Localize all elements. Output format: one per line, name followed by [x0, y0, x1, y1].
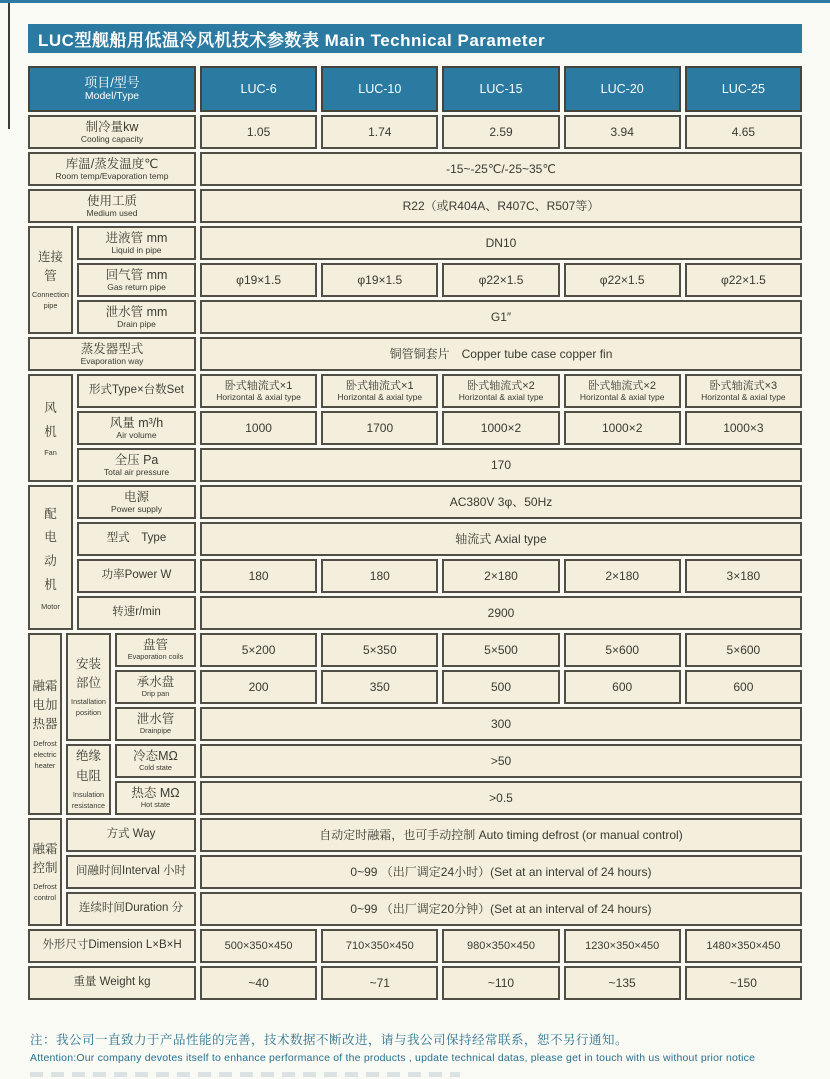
- cell-gas-pipe-luc6: φ19×1.5: [200, 263, 317, 297]
- group-connection-pipe: [28, 226, 73, 334]
- cell-way: 自动定时融霜，也可手动控制 Auto timing defrost (or manual control): [200, 818, 802, 852]
- value-zh: 卧式轴流式×2: [467, 379, 535, 392]
- row-label-medium: [28, 189, 196, 223]
- row-label-evap-way: [28, 337, 196, 371]
- cell-power-luc25: 3×180: [685, 559, 802, 593]
- cell-cooling-luc10: 1.74: [321, 115, 438, 149]
- cell-weight-luc15: ~110: [442, 966, 559, 1000]
- cell-cooling-luc6: 1.05: [200, 115, 317, 149]
- header-model-luc-10: LUC-10: [321, 66, 438, 112]
- header-model-type: [28, 66, 196, 112]
- label: 重量 Weight kg: [73, 976, 151, 989]
- cutoff-text-artifact: [30, 1072, 460, 1077]
- cell-fan-type-luc15: [442, 374, 559, 408]
- row-label-cooling: [28, 115, 196, 149]
- row-label-drip-pan: [115, 670, 196, 704]
- cell-air-volume-luc15: 1000×2: [442, 411, 559, 445]
- footer-note-zh: 注：我公司一直致力于产品性能的完善，技术数据不断改进，请与我公司保持经常联系，恕不另行通知。: [30, 1033, 629, 1047]
- cell-air-volume-luc10: 1700: [321, 411, 438, 445]
- subgroup-en: Installation position: [71, 697, 106, 718]
- header-model-luc-15: LUC-15: [442, 66, 559, 112]
- cell-drip-pan-luc15: 500: [442, 670, 559, 704]
- cell-weight-luc25: ~150: [685, 966, 802, 1000]
- cell-air-volume-luc20: 1000×2: [564, 411, 681, 445]
- row-label-coils: [115, 633, 196, 667]
- value-en: Horizontal & axial type: [579, 392, 665, 403]
- label-zh: 热态 MΩ: [131, 786, 180, 801]
- label: 功率Power W: [101, 569, 172, 582]
- cell-pressure: 170: [200, 448, 802, 482]
- cell-cooling-luc25: 4.65: [685, 115, 802, 149]
- row-label-pressure: [77, 448, 196, 482]
- label-en: Liquid in pipe: [111, 245, 162, 256]
- label-en: Hot state: [140, 800, 171, 810]
- label-en: Cold state: [139, 763, 172, 773]
- group-zh: 融霜控制: [32, 841, 58, 876]
- label-zh: 冷态MΩ: [133, 749, 178, 764]
- row-label-gas-pipe: [77, 263, 196, 297]
- label-zh: 泄水管 mm: [105, 304, 168, 319]
- cell-weight-luc20: ~135: [564, 966, 681, 1000]
- cell-power-luc20: 2×180: [564, 559, 681, 593]
- group-en: Defrost electric heater: [33, 738, 57, 770]
- label-zh: 电源: [123, 489, 149, 504]
- cell-dimension-luc6: 500×350×450: [200, 929, 317, 963]
- group-fan: [28, 374, 73, 482]
- cell-drain-pipe: G1″: [200, 300, 802, 334]
- group-motor: [28, 485, 73, 630]
- row-label-room-temp: [28, 152, 196, 186]
- cell-fan-type-luc20: [564, 374, 681, 408]
- label-zh: 进液管 mm: [105, 230, 168, 245]
- cell-room-temp: -15~-25℃/-25~35℃: [200, 152, 802, 186]
- cell-dimension-luc25: 1480×350×450: [685, 929, 802, 963]
- cell-dimension-luc20: 1230×350×450: [564, 929, 681, 963]
- header-model-luc-20: LUC-20: [564, 66, 681, 112]
- label-zh: 全压 Pa: [114, 452, 159, 467]
- row-label-air-volume: [77, 411, 196, 445]
- label: 间融时间Interval 小时: [76, 865, 186, 878]
- cell-fan-type-luc25: [685, 374, 802, 408]
- row-label-way: [66, 818, 196, 852]
- cell-fan-type-luc10: [321, 374, 438, 408]
- value-zh: 卧式轴流式×2: [588, 379, 656, 392]
- value-zh: 卧式轴流式×1: [224, 379, 293, 392]
- row-label-heater-drainpipe: [115, 707, 196, 741]
- cell-gas-pipe-luc10: φ19×1.5: [321, 263, 438, 297]
- value-en: Horizontal & axial type: [337, 392, 423, 403]
- cell-drip-pan-luc25: 600: [685, 670, 802, 704]
- group-zh: 风机: [44, 400, 57, 439]
- group-en: Motor: [41, 601, 60, 611]
- value-en: Horizontal & axial type: [216, 392, 301, 403]
- value-en: Horizontal & axial type: [458, 392, 544, 403]
- label-en: Drainpipe: [139, 726, 172, 736]
- header-model-type-en: Model/Type: [84, 90, 140, 103]
- group-zh: 连接管: [37, 249, 63, 284]
- cell-cooling-luc15: 2.59: [442, 115, 559, 149]
- subgroup-install-position: [66, 633, 111, 741]
- label-en: Evaporation way: [80, 356, 144, 367]
- footer-note-en: Attention:Our company devotes itself to enhance performance of the products , update technical datas, please get in touch with us without prior notice: [30, 1052, 756, 1064]
- label-en: Gas return pipe: [107, 282, 166, 293]
- header-model-type-zh: 项目/型号: [84, 75, 140, 91]
- cell-coils-luc6: 5×200: [200, 633, 317, 667]
- technical-parameter-table: [28, 66, 802, 1000]
- cell-hot-state: >0.5: [200, 781, 802, 815]
- label-en: Power supply: [110, 504, 163, 515]
- cell-gas-pipe-luc25: φ22×1.5: [685, 263, 802, 297]
- cell-power-supply: AC380V 3φ、50Hz: [200, 485, 802, 519]
- label-zh: 制冷量kw: [85, 119, 139, 134]
- cell-gas-pipe-luc20: φ22×1.5: [564, 263, 681, 297]
- row-label-weight: [28, 966, 196, 1000]
- group-zh: 融霜电加热器: [32, 678, 58, 732]
- row-label-motor-type: [77, 522, 196, 556]
- cell-medium: R22（或R404A、R407C、R507等）: [200, 189, 802, 223]
- row-label-duration: [66, 892, 196, 926]
- label-zh: 回气管 mm: [105, 267, 168, 282]
- label-en: Total air pressure: [103, 467, 170, 478]
- label-zh: 使用工质: [86, 193, 137, 208]
- label-zh: 承水盘: [136, 675, 175, 690]
- label-zh: 蒸发器型式: [80, 341, 144, 356]
- group-zh: 配电动机: [44, 506, 57, 592]
- footer-note: [30, 1030, 820, 1064]
- subgroup-insulation-resistance: [66, 744, 111, 815]
- label-zh: 泄水管: [136, 712, 175, 727]
- row-label-cold-state: [115, 744, 196, 778]
- cell-gas-pipe-luc15: φ22×1.5: [442, 263, 559, 297]
- group-en: Defrost control: [33, 882, 57, 903]
- label: 外形尺寸Dimension L×B×H: [42, 939, 182, 952]
- cell-drip-pan-luc10: 350: [321, 670, 438, 704]
- cell-drip-pan-luc20: 600: [564, 670, 681, 704]
- cell-coils-luc20: 5×600: [564, 633, 681, 667]
- cell-air-volume-luc25: 1000×3: [685, 411, 802, 445]
- cell-coils-luc15: 5×500: [442, 633, 559, 667]
- label-en: Air volume: [116, 430, 157, 441]
- row-label-interval: [66, 855, 196, 889]
- value-zh: 卧式轴流式×1: [346, 379, 414, 392]
- value-en: Horizontal & axial type: [701, 392, 786, 403]
- header-model-luc-6: LUC-6: [200, 66, 317, 112]
- label: 形式Type×台数Set: [89, 384, 184, 397]
- subgroup-zh: 安装部位: [75, 656, 101, 691]
- subgroup-en: Insulation resistance: [71, 789, 106, 810]
- row-label-dimension: [28, 929, 196, 963]
- label: 转速r/min: [112, 606, 161, 619]
- row-label-drain-pipe: [77, 300, 196, 334]
- cell-evap-way: 铜管铜套片 Copper tube case copper fin: [200, 337, 802, 371]
- cell-fan-type-luc6: [200, 374, 317, 408]
- label-zh: 风量 m³/h: [109, 415, 164, 430]
- group-en: Fan: [44, 448, 57, 458]
- cell-coils-luc25: 5×600: [685, 633, 802, 667]
- header-model-luc-25: LUC-25: [685, 66, 802, 112]
- label-en: Medium used: [86, 208, 138, 219]
- cell-motor-type: 轴流式 Axial type: [200, 522, 802, 556]
- label: 型式 Type: [106, 532, 167, 545]
- value-zh: 卧式轴流式×3: [709, 379, 778, 392]
- scan-edge-artifact: [8, 3, 10, 129]
- label-zh: 盘管: [142, 638, 168, 653]
- cell-weight-luc10: ~71: [321, 966, 438, 1000]
- cell-power-luc15: 2×180: [442, 559, 559, 593]
- label-en: Drain pipe: [117, 319, 156, 330]
- cell-interval: 0~99 （出厂调定24小时）(Set at an interval of 24 hours): [200, 855, 802, 889]
- cell-dimension-luc10: 710×350×450: [321, 929, 438, 963]
- cell-weight-luc6: ~40: [200, 966, 317, 1000]
- cell-power-luc6: 180: [200, 559, 317, 593]
- row-label-hot-state: [115, 781, 196, 815]
- cell-power-luc10: 180: [321, 559, 438, 593]
- cell-cold-state: >50: [200, 744, 802, 778]
- label: 连续时间Duration 分: [78, 902, 184, 915]
- row-label-power: [77, 559, 196, 593]
- label-zh: 库温/蒸发温度℃: [65, 156, 159, 171]
- cell-coils-luc10: 5×350: [321, 633, 438, 667]
- row-label-fan-type: [77, 374, 196, 408]
- cell-heater-drainpipe: 300: [200, 707, 802, 741]
- label-en: Room temp/Evaporation temp: [55, 171, 169, 182]
- cell-cooling-luc20: 3.94: [564, 115, 681, 149]
- row-label-liquid-pipe: [77, 226, 196, 260]
- subgroup-zh: 绝缘电阻: [75, 749, 101, 783]
- cell-drip-pan-luc6: 200: [200, 670, 317, 704]
- top-accent-line: [0, 0, 830, 3]
- label-en: Drip pan: [141, 689, 170, 699]
- cell-dimension-luc15: 980×350×450: [442, 929, 559, 963]
- cell-speed: 2900: [200, 596, 802, 630]
- label-en: Evaporation coils: [127, 652, 184, 662]
- group-defrost-heater: [28, 633, 62, 815]
- cell-duration: 0~99 （出厂调定20分钟）(Set at an interval of 24 hours): [200, 892, 802, 926]
- group-defrost-control: [28, 818, 62, 926]
- label: 方式 Way: [106, 828, 156, 841]
- cell-liquid-pipe: DN10: [200, 226, 802, 260]
- row-label-speed: [77, 596, 196, 630]
- group-en: Connection pipe: [32, 290, 69, 311]
- page-title: LUC型舰船用低温冷风机技术参数表 Main Technical Parameter: [28, 24, 802, 53]
- cell-air-volume-luc6: 1000: [200, 411, 317, 445]
- row-label-power-supply: [77, 485, 196, 519]
- label-en: Cooling capacity: [80, 134, 144, 145]
